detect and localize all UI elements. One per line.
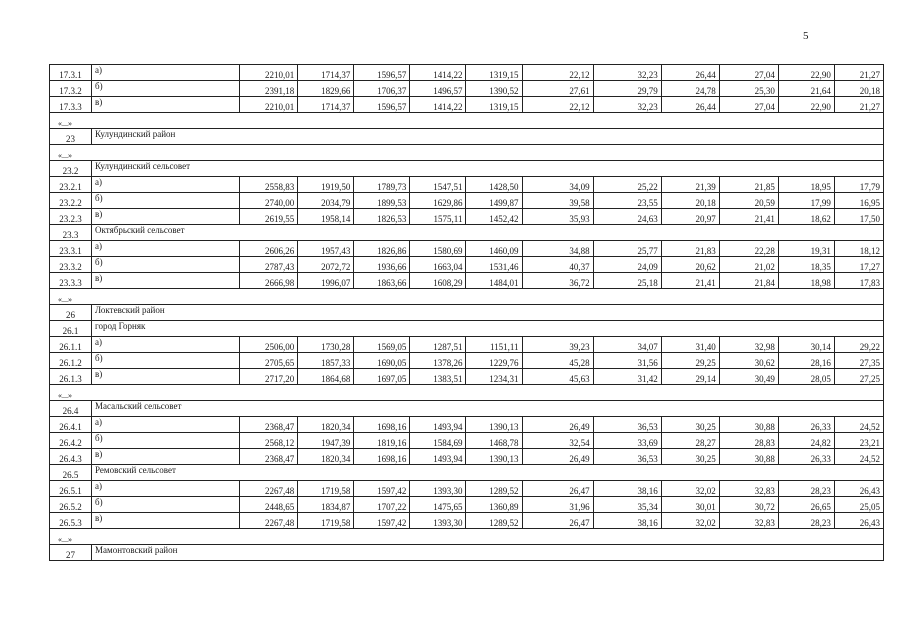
value-cell: 22,28	[719, 241, 778, 257]
value-cell: 1414,22	[410, 97, 466, 113]
value-cell: 38,16	[593, 513, 661, 529]
value-cell: 26,33	[778, 449, 834, 465]
value-cell: 1996,07	[298, 273, 354, 289]
row-code: 26.5.1	[50, 481, 92, 497]
section-heading-row	[50, 321, 884, 337]
section-label: Кулундинский район	[92, 129, 884, 145]
value-cell: 34,09	[522, 177, 593, 193]
value-cell: 30,25	[661, 417, 719, 433]
value-cell: 1597,42	[354, 513, 410, 529]
value-cell: 28,27	[661, 433, 719, 449]
section-heading-row	[50, 401, 884, 417]
value-cell: 1575,11	[410, 209, 466, 225]
section-code: 23.2	[50, 161, 92, 177]
row-code: 17.3.1	[50, 65, 92, 81]
value-cell: 1496,57	[410, 81, 466, 97]
value-cell: 27,25	[834, 369, 883, 385]
table-row	[50, 193, 884, 209]
row-code: 26.4.3	[50, 449, 92, 465]
row-code: 26.1.3	[50, 369, 92, 385]
value-cell: 24,82	[778, 433, 834, 449]
section-label: Масальский сельсовет	[92, 401, 884, 417]
value-cell: 17,99	[778, 193, 834, 209]
value-cell: 27,04	[719, 97, 778, 113]
value-cell: 2267,48	[240, 481, 298, 497]
table-body	[50, 65, 884, 561]
section-heading-row	[50, 305, 884, 321]
table-row	[50, 273, 884, 289]
value-cell: 21,41	[661, 273, 719, 289]
value-cell: 1287,51	[410, 337, 466, 353]
value-cell: 1697,05	[354, 369, 410, 385]
value-cell: 18,12	[834, 241, 883, 257]
row-code: 26.1.1	[50, 337, 92, 353]
value-cell: 21,02	[719, 257, 778, 273]
section-heading-row	[50, 225, 884, 241]
value-cell: 2034,79	[298, 193, 354, 209]
value-cell: 1393,30	[410, 513, 466, 529]
value-cell: 22,90	[778, 65, 834, 81]
value-cell: 17,27	[834, 257, 883, 273]
section-code: 26.5	[50, 465, 92, 481]
value-cell: 34,07	[593, 337, 661, 353]
value-cell: 39,23	[522, 337, 593, 353]
value-cell: 1819,16	[354, 433, 410, 449]
table-row	[50, 433, 884, 449]
value-cell: 1468,78	[466, 433, 522, 449]
section-code: 26.1	[50, 321, 92, 337]
row-variant: а)	[92, 241, 240, 257]
value-cell: 31,96	[522, 497, 593, 513]
value-cell: 21,27	[834, 65, 883, 81]
value-cell: 26,65	[778, 497, 834, 513]
value-cell: 32,23	[593, 65, 661, 81]
value-cell: 22,12	[522, 97, 593, 113]
value-cell: 1428,50	[466, 177, 522, 193]
value-cell: 27,35	[834, 353, 883, 369]
value-cell: 1829,66	[298, 81, 354, 97]
value-cell: 1714,37	[298, 97, 354, 113]
row-variant: а)	[92, 177, 240, 193]
value-cell: 24,78	[661, 81, 719, 97]
value-cell: 2391,18	[240, 81, 298, 97]
value-cell: 27,61	[522, 81, 593, 97]
table-row	[50, 417, 884, 433]
value-cell: 1919,50	[298, 177, 354, 193]
value-cell: 17,79	[834, 177, 883, 193]
row-variant: в)	[92, 449, 240, 465]
value-cell: 2368,47	[240, 449, 298, 465]
row-variant: б)	[92, 257, 240, 273]
value-cell: 1608,29	[410, 273, 466, 289]
value-cell: 1378,26	[410, 353, 466, 369]
value-cell: 26,49	[522, 449, 593, 465]
value-cell: 1531,46	[466, 257, 522, 273]
section-heading-row	[50, 161, 884, 177]
value-cell: 30,62	[719, 353, 778, 369]
value-cell: 36,53	[593, 417, 661, 433]
value-cell: 1229,76	[466, 353, 522, 369]
value-cell: 1629,86	[410, 193, 466, 209]
value-cell: 2705,65	[240, 353, 298, 369]
row-variant: в)	[92, 513, 240, 529]
value-cell: 16,95	[834, 193, 883, 209]
value-cell: 28,16	[778, 353, 834, 369]
section-label: Ремовский сельсовет	[92, 465, 884, 481]
value-cell: 20,62	[661, 257, 719, 273]
value-cell: 31,56	[593, 353, 661, 369]
value-cell: 1414,22	[410, 65, 466, 81]
section-heading-row	[50, 129, 884, 145]
ellipsis-row	[50, 385, 884, 401]
row-code: 26.1.2	[50, 353, 92, 369]
value-cell: 45,28	[522, 353, 593, 369]
value-cell: 1289,52	[466, 481, 522, 497]
section-label: Кулундинский сельсовет	[92, 161, 884, 177]
value-cell: 2267,48	[240, 513, 298, 529]
value-cell: 34,88	[522, 241, 593, 257]
value-cell: 21,27	[834, 97, 883, 113]
value-cell: 21,84	[719, 273, 778, 289]
table-row	[50, 497, 884, 513]
value-cell: 19,31	[778, 241, 834, 257]
value-cell: 24,63	[593, 209, 661, 225]
value-cell: 1360,89	[466, 497, 522, 513]
value-cell: 1899,53	[354, 193, 410, 209]
section-label: город Горняк	[92, 321, 884, 337]
value-cell: 2368,47	[240, 417, 298, 433]
table-row	[50, 513, 884, 529]
value-cell: 20,18	[661, 193, 719, 209]
table-row	[50, 97, 884, 113]
value-cell: 26,33	[778, 417, 834, 433]
value-cell: 1580,69	[410, 241, 466, 257]
value-cell: 26,47	[522, 513, 593, 529]
row-code: 23.2.3	[50, 209, 92, 225]
value-cell: 22,12	[522, 65, 593, 81]
value-cell: 2717,20	[240, 369, 298, 385]
value-cell: 1947,39	[298, 433, 354, 449]
value-cell: 1484,01	[466, 273, 522, 289]
value-cell: 30,25	[661, 449, 719, 465]
value-cell: 30,88	[719, 417, 778, 433]
value-cell: 1390,13	[466, 449, 522, 465]
value-cell: 32,83	[719, 481, 778, 497]
value-cell: 24,52	[834, 449, 883, 465]
value-cell: 45,63	[522, 369, 593, 385]
value-cell: 1390,52	[466, 81, 522, 97]
value-cell: 2619,55	[240, 209, 298, 225]
value-cell: 18,62	[778, 209, 834, 225]
value-cell: 1707,22	[354, 497, 410, 513]
value-cell: 1493,94	[410, 417, 466, 433]
value-cell: 26,44	[661, 97, 719, 113]
value-cell: 1452,42	[466, 209, 522, 225]
row-code: 23.3.3	[50, 273, 92, 289]
value-cell: 1957,43	[298, 241, 354, 257]
value-cell: 1584,69	[410, 433, 466, 449]
table-row	[50, 209, 884, 225]
value-cell: 1547,51	[410, 177, 466, 193]
value-cell: 35,93	[522, 209, 593, 225]
value-cell: 29,14	[661, 369, 719, 385]
value-cell: 18,98	[778, 273, 834, 289]
value-cell: 23,55	[593, 193, 661, 209]
ellipsis-row	[50, 529, 884, 545]
value-cell: 40,37	[522, 257, 593, 273]
value-cell: 1958,14	[298, 209, 354, 225]
value-cell: 21,39	[661, 177, 719, 193]
value-cell: 1289,52	[466, 513, 522, 529]
value-cell: 33,69	[593, 433, 661, 449]
section-code: 26	[50, 305, 92, 321]
value-cell: 32,02	[661, 481, 719, 497]
value-cell: 1719,58	[298, 481, 354, 497]
section-label: Октябрьский сельсовет	[92, 225, 884, 241]
table-row	[50, 257, 884, 273]
value-cell: 1460,09	[466, 241, 522, 257]
value-cell: 1714,37	[298, 65, 354, 81]
table-row	[50, 449, 884, 465]
value-cell: 38,16	[593, 481, 661, 497]
value-cell: 18,95	[778, 177, 834, 193]
value-cell: 31,40	[661, 337, 719, 353]
value-cell: 29,22	[834, 337, 883, 353]
value-cell: 1319,15	[466, 65, 522, 81]
value-cell: 24,09	[593, 257, 661, 273]
value-cell: 35,34	[593, 497, 661, 513]
value-cell: 1690,05	[354, 353, 410, 369]
value-cell: 32,23	[593, 97, 661, 113]
value-cell: 1596,57	[354, 97, 410, 113]
value-cell: 2666,98	[240, 273, 298, 289]
value-cell: 32,98	[719, 337, 778, 353]
value-cell: 1789,73	[354, 177, 410, 193]
value-cell: 1863,66	[354, 273, 410, 289]
value-cell: 21,41	[719, 209, 778, 225]
value-cell: 2787,43	[240, 257, 298, 273]
section-code: 23.3	[50, 225, 92, 241]
value-cell: 30,14	[778, 337, 834, 353]
value-cell: 31,42	[593, 369, 661, 385]
value-cell: 1383,51	[410, 369, 466, 385]
value-cell: 25,05	[834, 497, 883, 513]
value-cell: 26,43	[834, 481, 883, 497]
value-cell: 2210,01	[240, 97, 298, 113]
table-row	[50, 481, 884, 497]
value-cell: 21,83	[661, 241, 719, 257]
ellipsis-marker: «...»	[50, 385, 884, 401]
ellipsis-marker: «...»	[50, 145, 884, 161]
row-code: 23.3.2	[50, 257, 92, 273]
row-code: 23.3.1	[50, 241, 92, 257]
value-cell: 25,18	[593, 273, 661, 289]
value-cell: 26,43	[834, 513, 883, 529]
section-code: 26.4	[50, 401, 92, 417]
value-cell: 20,18	[834, 81, 883, 97]
value-cell: 1698,16	[354, 417, 410, 433]
ellipsis-marker: «...»	[50, 289, 884, 305]
value-cell: 1597,42	[354, 481, 410, 497]
value-cell: 36,72	[522, 273, 593, 289]
row-code: 26.4.1	[50, 417, 92, 433]
row-code: 23.2.1	[50, 177, 92, 193]
value-cell: 26,49	[522, 417, 593, 433]
value-cell: 21,85	[719, 177, 778, 193]
value-cell: 1936,66	[354, 257, 410, 273]
row-variant: в)	[92, 273, 240, 289]
value-cell: 1390,13	[466, 417, 522, 433]
value-cell: 1834,87	[298, 497, 354, 513]
table-row	[50, 65, 884, 81]
value-cell: 22,90	[778, 97, 834, 113]
row-code: 23.2.2	[50, 193, 92, 209]
value-cell: 1826,53	[354, 209, 410, 225]
value-cell: 36,53	[593, 449, 661, 465]
value-cell: 1234,31	[466, 369, 522, 385]
table-row	[50, 369, 884, 385]
row-variant: б)	[92, 433, 240, 449]
value-cell: 2606,26	[240, 241, 298, 257]
value-cell: 26,44	[661, 65, 719, 81]
value-cell: 30,88	[719, 449, 778, 465]
value-cell: 1393,30	[410, 481, 466, 497]
value-cell: 18,35	[778, 257, 834, 273]
table-row	[50, 353, 884, 369]
value-cell: 2740,00	[240, 193, 298, 209]
value-cell: 2506,00	[240, 337, 298, 353]
ellipsis-row	[50, 289, 884, 305]
row-variant: в)	[92, 97, 240, 113]
value-cell: 1706,37	[354, 81, 410, 97]
value-cell: 32,83	[719, 513, 778, 529]
ellipsis-marker: «...»	[50, 113, 884, 129]
table-row	[50, 241, 884, 257]
value-cell: 24,52	[834, 417, 883, 433]
value-cell: 20,59	[719, 193, 778, 209]
value-cell: 26,47	[522, 481, 593, 497]
value-cell: 21,64	[778, 81, 834, 97]
row-variant: б)	[92, 193, 240, 209]
value-cell: 30,49	[719, 369, 778, 385]
value-cell: 1864,68	[298, 369, 354, 385]
tariff-table	[49, 64, 884, 561]
value-cell: 25,77	[593, 241, 661, 257]
value-cell: 27,04	[719, 65, 778, 81]
value-cell: 1820,34	[298, 417, 354, 433]
value-cell: 29,25	[661, 353, 719, 369]
value-cell: 39,58	[522, 193, 593, 209]
value-cell: 1857,33	[298, 353, 354, 369]
value-cell: 1826,86	[354, 241, 410, 257]
row-variant: б)	[92, 81, 240, 97]
value-cell: 1719,58	[298, 513, 354, 529]
row-code: 26.4.2	[50, 433, 92, 449]
value-cell: 30,72	[719, 497, 778, 513]
section-heading-row	[50, 545, 884, 561]
row-variant: а)	[92, 65, 240, 81]
section-code: 27	[50, 545, 92, 561]
row-variant: б)	[92, 353, 240, 369]
section-label: Локтевский район	[92, 305, 884, 321]
value-cell: 2210,01	[240, 65, 298, 81]
table-row	[50, 177, 884, 193]
section-heading-row	[50, 465, 884, 481]
ellipsis-row	[50, 145, 884, 161]
row-variant: в)	[92, 369, 240, 385]
row-code: 17.3.3	[50, 97, 92, 113]
row-variant: б)	[92, 497, 240, 513]
section-code: 23	[50, 129, 92, 145]
value-cell: 2072,72	[298, 257, 354, 273]
value-cell: 1730,28	[298, 337, 354, 353]
value-cell: 2448,65	[240, 497, 298, 513]
value-cell: 1475,65	[410, 497, 466, 513]
value-cell: 28,23	[778, 481, 834, 497]
value-cell: 32,02	[661, 513, 719, 529]
row-variant: а)	[92, 481, 240, 497]
table-row	[50, 337, 884, 353]
value-cell: 25,30	[719, 81, 778, 97]
value-cell: 17,50	[834, 209, 883, 225]
value-cell: 1569,05	[354, 337, 410, 353]
ellipsis-row	[50, 113, 884, 129]
value-cell: 25,22	[593, 177, 661, 193]
value-cell: 1596,57	[354, 65, 410, 81]
row-code: 26.5.2	[50, 497, 92, 513]
value-cell: 1499,87	[466, 193, 522, 209]
page-number: 5	[803, 30, 809, 42]
value-cell: 28,05	[778, 369, 834, 385]
row-variant: а)	[92, 417, 240, 433]
value-cell: 29,79	[593, 81, 661, 97]
value-cell: 23,21	[834, 433, 883, 449]
table-row	[50, 81, 884, 97]
value-cell: 2568,12	[240, 433, 298, 449]
value-cell: 20,97	[661, 209, 719, 225]
value-cell: 17,83	[834, 273, 883, 289]
row-code: 17.3.2	[50, 81, 92, 97]
value-cell: 2558,83	[240, 177, 298, 193]
value-cell: 1820,34	[298, 449, 354, 465]
value-cell: 28,23	[778, 513, 834, 529]
value-cell: 32,54	[522, 433, 593, 449]
row-variant: а)	[92, 337, 240, 353]
value-cell: 1663,04	[410, 257, 466, 273]
row-variant: в)	[92, 209, 240, 225]
row-code: 26.5.3	[50, 513, 92, 529]
value-cell: 1151,11	[466, 337, 522, 353]
value-cell: 30,01	[661, 497, 719, 513]
ellipsis-marker: «...»	[50, 529, 884, 545]
value-cell: 1319,15	[466, 97, 522, 113]
value-cell: 1698,16	[354, 449, 410, 465]
value-cell: 1493,94	[410, 449, 466, 465]
value-cell: 28,83	[719, 433, 778, 449]
section-label: Мамонтовский район	[92, 545, 884, 561]
